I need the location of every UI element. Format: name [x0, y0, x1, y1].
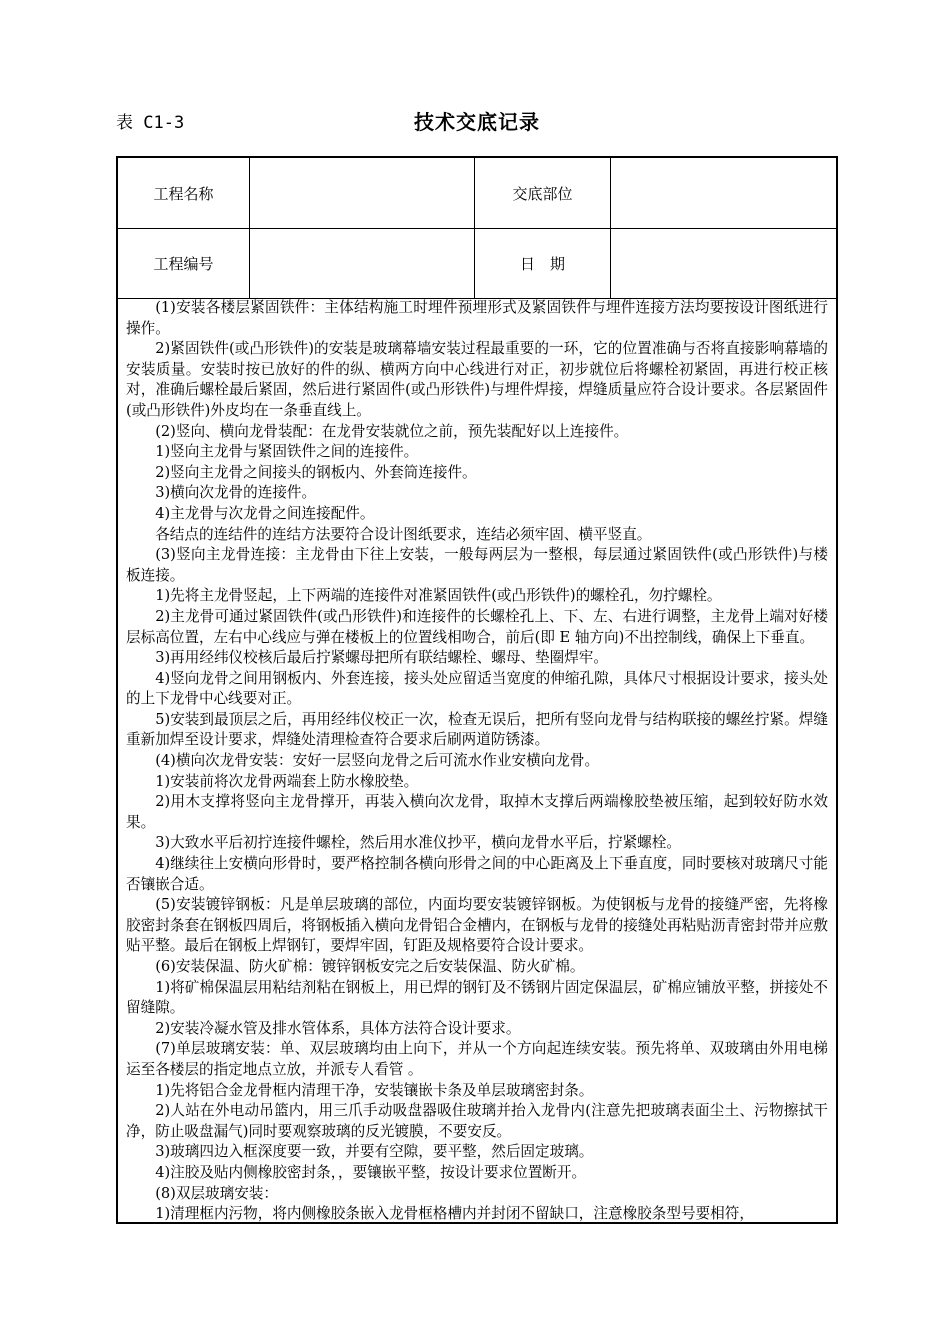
content-paragraph: 5)安装到最顶层之后，再用经纬仪校正一次，检查无误后，把所有竖向龙骨与结构联接的螺丝拧紧。焊缝重新加焊至设计要求，焊缝处清理检查符合要求后刷两道防锈漆。 — [126, 710, 828, 749]
date-field[interactable] — [611, 228, 836, 298]
content-paragraph: 3)大致水平后初拧连接件螺栓，然后用水准仪抄平，横向龙骨水平后，拧紧螺栓。 — [155, 834, 681, 852]
table-row-project-no — [118, 228, 836, 299]
content-paragraph: 各结点的连结件的连结方法要符合设计图纸要求，连结必须牢固、横平竖直。 — [155, 525, 652, 543]
content-paragraph: 2)用木支撑将竖向主龙骨撑开，再装入横向次龙骨，取掉木支撑后两端橡胶垫被压缩，起到较好防水效果。 — [126, 793, 828, 831]
project-name-label: 工程名称 — [118, 158, 250, 228]
content-paragraph: 3)玻璃四边入框深度要一致，并要有空隙，要平整，然后固定玻璃。 — [155, 1143, 594, 1161]
content-paragraph: (4)横向次龙骨安装：安好一层竖向龙骨之后可流水作业安横向龙骨。 — [155, 752, 600, 770]
content-paragraph: 2)主龙骨可通过紧固铁件(或凸形铁件)和连接件的长螺栓孔上、下、左、右进行调整，主龙骨上端对好楼层标高位置，左右中心线应与弹在楼板上的位置线相吻合，前后(即 E 轴方向)不出控制线，确保上下垂直。 — [126, 607, 828, 646]
form-number: 表 C1-3 — [116, 113, 185, 133]
content-paragraph: (6)安装保温、防火矿棉：镀锌钢板安完之后安装保温、防火矿棉。 — [155, 958, 585, 975]
table-row-project-name — [118, 158, 836, 229]
content-paragraph: 4)竖向龙骨之间用钢板内、外套连接，接头处应留适当宽度的伸缩孔隙，具体尺寸根据设计要求，接头处的上下龙骨中心线要对正。 — [126, 669, 828, 708]
project-no-label: 工程编号 — [118, 228, 250, 298]
content-paragraph: 3)再用经纬仪校核后最后拧紧螺母把所有联结螺栓、螺母、垫圈焊牢。 — [155, 649, 608, 667]
content-paragraph: 2)竖向主龙骨之间接头的钢板内、外套筒连接件。 — [155, 463, 477, 481]
location-label: 交底部位 — [475, 158, 611, 228]
project-name-field[interactable] — [250, 158, 475, 228]
content-paragraph: 4)继续往上安横向形骨时，要严格控制各横向形骨之间的中心距离及上下垂直度，同时要核对玻璃尺寸能否镶嵌合适。 — [126, 855, 828, 893]
content-paragraph: (3)竖向主龙骨连接：主龙骨由下往上安装，一般每两层为一整根，每层通过紧固铁件(或凸形铁件)与楼板连接。 — [126, 546, 828, 584]
content-paragraph: 2)紧固铁件(或凸形铁件)的安装是玻璃幕墙安装过程最重要的一环，它的位置准确与否将直接影响幕墙的安装质量。安装时按已放好的件的纵、横两方向中心线进行对正，初步就位后将螺栓初紧固，再进行校正核对，准确后螺栓最后紧固，然后进行紧固件(或凸形铁件)与埋件焊接，焊缝质量应符合设计要求。各层紧固件(或凸形铁件)外皮均在一条垂直线上。 — [126, 340, 828, 419]
content-paragraph: 4)注胶及贴内侧橡胶密封条，，要镶嵌平整，按设计要求位置断开。 — [155, 1163, 587, 1181]
content-paragraph: 1)先将主龙骨竖起，上下两端的连接件对准紧固铁件(或凸形铁件)的螺栓孔，勿拧螺栓。 — [155, 587, 722, 605]
content-paragraph: (1)安装各楼层紧固铁件：主体结构施工时埋件预埋形式及紧固铁件与埋件连接方法均要按设计图纸进行操作。 — [126, 299, 828, 337]
document-header — [116, 104, 838, 136]
content-paragraph: 1)将矿棉保温层用粘结剂粘在钢板上，用已焊的钢钉及不锈钢片固定保温层，矿棉应铺放平整，拼接处不留缝隙。 — [126, 978, 828, 1017]
content-paragraph: 4)主龙骨与次龙骨之间连接配件。 — [155, 504, 375, 522]
content-paragraph: (2)竖向、横向龙骨装配：在龙骨安装就位之前，预先装配好以上连接件。 — [155, 422, 629, 440]
document-title: 技术交底记录 — [414, 110, 540, 134]
disclosure-record-table — [116, 156, 838, 1224]
project-no-field[interactable] — [250, 228, 475, 298]
disclosure-content — [118, 298, 836, 1222]
content-paragraph: 2)安装冷凝水管及排水管体系，具体方法符合设计要求。 — [155, 1019, 521, 1037]
content-paragraph: 1)竖向主龙骨与紧固铁件之间的连接件。 — [155, 443, 419, 461]
content-paragraph: 3)横向次龙骨的连接件。 — [155, 484, 317, 502]
location-field[interactable] — [611, 158, 836, 228]
content-paragraph: 1)安装前将次龙骨两端套上防水橡胶垫。 — [155, 772, 419, 790]
content-paragraph: 1)先将铝合金龙骨框内清理干净，安装镶嵌卡条及单层玻璃密封条。 — [155, 1081, 594, 1099]
content-paragraph: 2)人站在外电动吊篮内，用三爪手动吸盘器吸住玻璃并抬入龙骨内(注意先把玻璃表面尘土、污物擦拭干净，防止吸盘漏气)同时要观察玻璃的反光镀膜，不要安反。 — [126, 1102, 828, 1140]
content-paragraph: (7)单层玻璃安装：单、双层玻璃均由上向下，并从一个方向起连续安装。预先将单、双玻璃由外用电梯运至各楼层的指定地点立放，并派专人看管 。 — [126, 1040, 828, 1078]
content-paragraph: (5)安装镀锌钢板：凡是单层玻璃的部位，内面均要安装镀锌钢板。为使钢板与龙骨的接缝严密，先将橡胶密封条套在钢板四周后，将钢板插入横向龙骨铝合金槽内，在钢板与龙骨的接缝处再粘贴沥青密封带并应敷贴平整。最后在钢板上焊钢钉，要焊牢固，钉距及规格要符合设计要求。 — [126, 896, 828, 955]
date-label: 日 期 — [475, 228, 611, 298]
content-paragraph: 1)清理框内污物，将内侧橡胶条嵌入龙骨框格槽内并封闭不留缺口，注意橡胶条型号要相符， — [155, 1205, 754, 1222]
content-paragraph: (8)双层玻璃安装： — [155, 1184, 279, 1202]
